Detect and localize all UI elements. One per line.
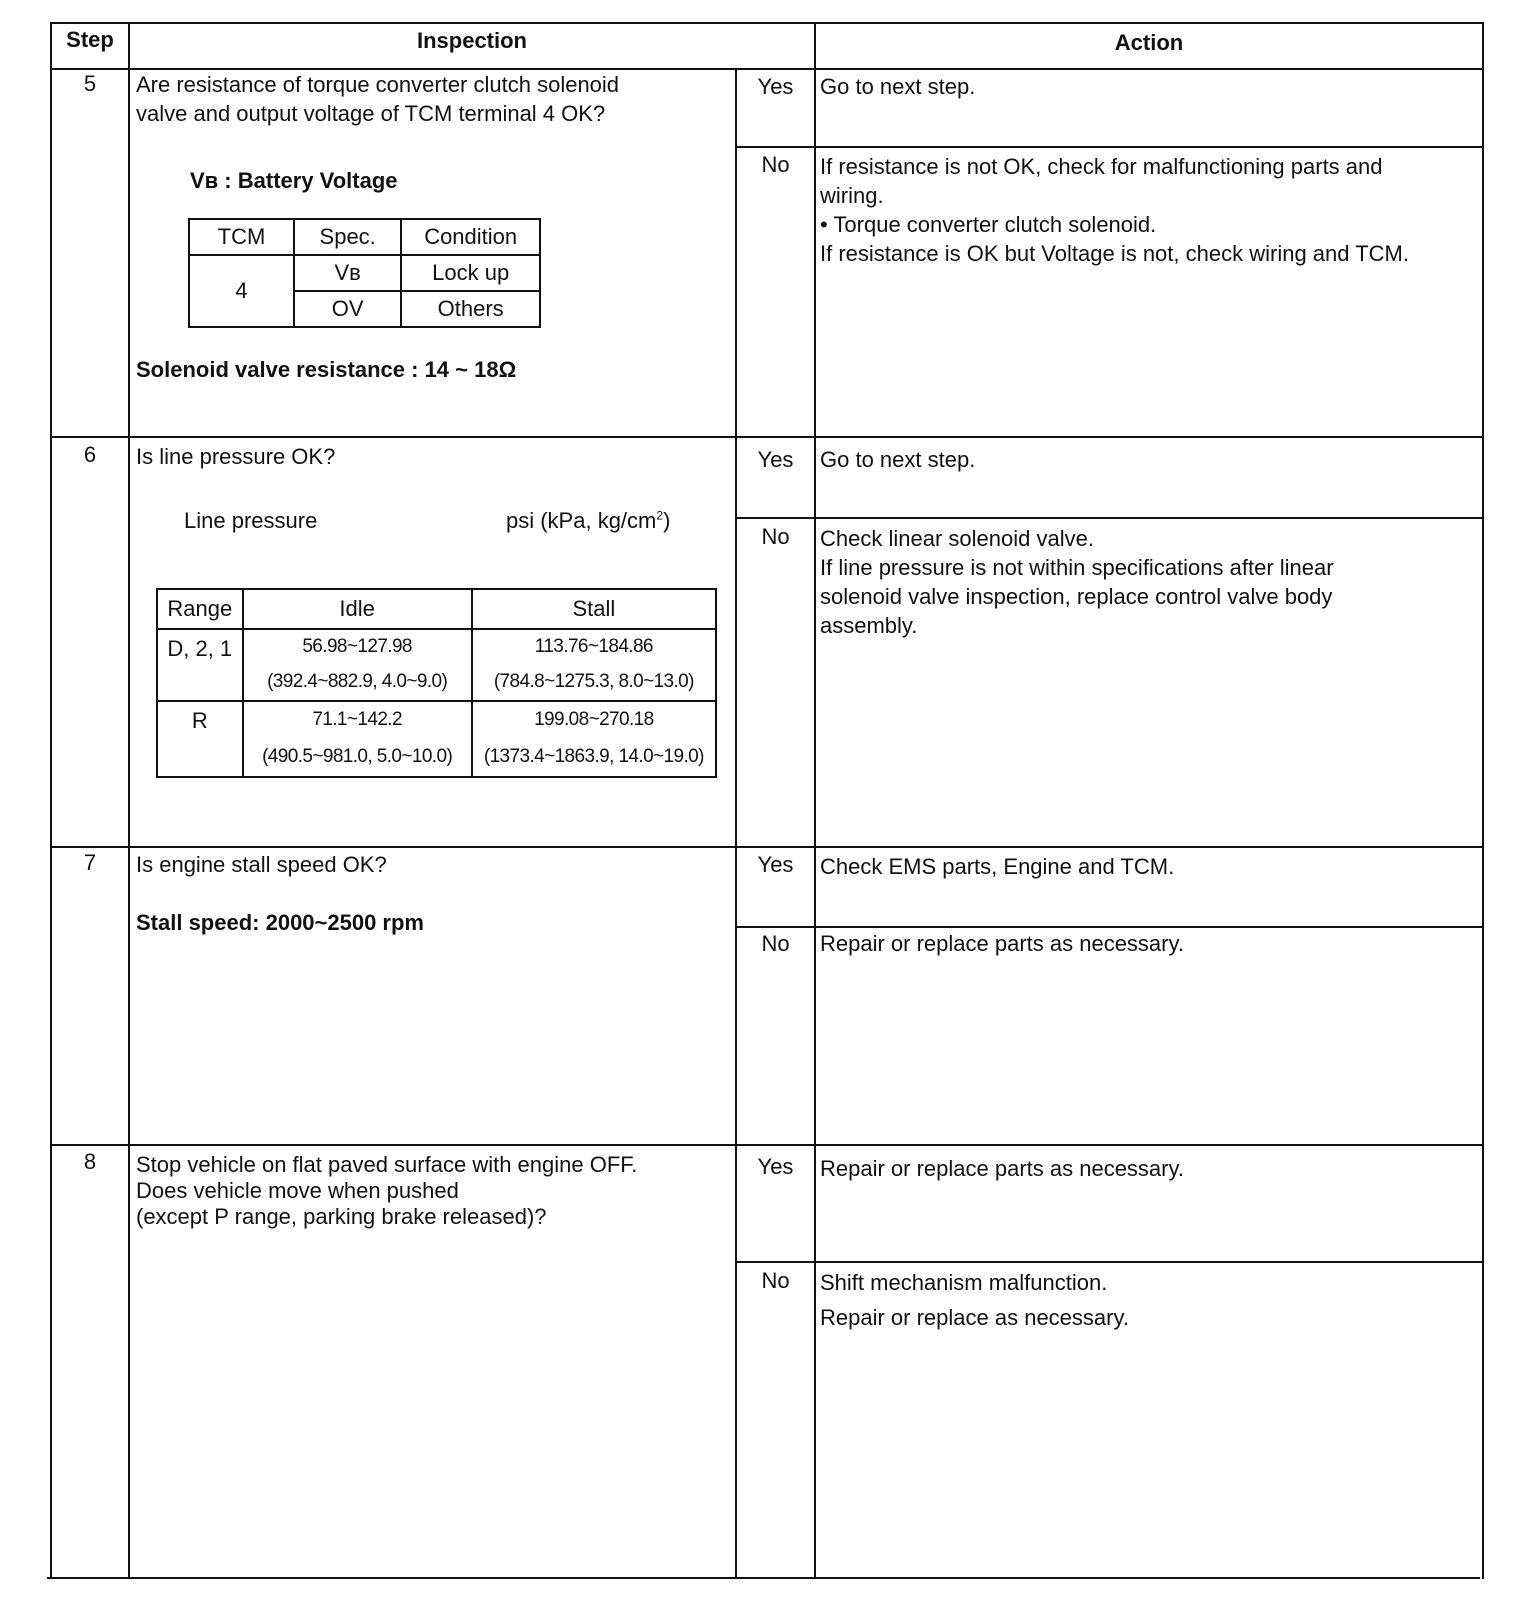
table-border-right [1482,22,1484,1579]
table-cell: Others [401,291,540,327]
stall-metric: (1373.4~1863.9, 14.0~19.0) [483,746,704,767]
row-divider-step6-step7 [50,846,1484,848]
step-question: Is line pressure OK? [136,444,336,469]
table-border-left [50,22,52,1579]
no-label: No [761,1268,790,1293]
no-action-line: If resistance is OK but Voltage is not, check wiring and TCM. [820,241,1409,266]
range-cell: R [157,701,243,777]
column-divider-action [814,22,816,1579]
idle-psi: 71.1~142.2 [312,709,402,730]
step-question: Is engine stall speed OK? [136,852,387,877]
no-action-line: wiring. [820,183,884,208]
yes-no-divider-step6 [735,517,1484,519]
stall-cell [472,629,716,701]
yes-label: Yes [757,447,794,472]
stall-metric: (784.8~1275.3, 8.0~13.0) [493,671,694,692]
idle-metric: (490.5~981.0, 5.0~10.0) [262,746,453,767]
step-question-line: (except P range, parking brake released)? [136,1204,547,1229]
no-label: No [761,152,790,177]
yes-action: Go to next step. [820,74,976,99]
no-label: No [761,931,790,956]
table-cell: OV [294,291,401,327]
line-pressure-label: Line pressure [184,508,318,533]
table-header-cell: TCM [189,219,294,255]
step-question-line: Does vehicle move when pushed [136,1178,459,1203]
line-pressure-table [156,588,717,778]
yes-no-divider-step8 [735,1261,1484,1263]
no-action-line: assembly. [820,613,918,638]
table-border-top [52,22,1484,24]
no-action-line: solenoid valve inspection, replace control valve body [820,584,1333,609]
header-action: Action [1114,30,1184,55]
no-action-line: Check linear solenoid valve. [820,526,1094,551]
column-divider-step [128,22,130,1579]
tcm-terminal-cell: 4 [189,255,294,327]
table-cell: Lock up [401,255,540,291]
solenoid-resistance-spec: Solenoid valve resistance : 14 ~ 18Ω [136,357,517,382]
no-label: No [761,524,790,549]
header-divider [50,68,1484,70]
table-border-bottom [47,1577,1480,1579]
yes-label: Yes [757,74,794,99]
tcm-spec-table [188,218,541,328]
line-pressure-unit: psi (kPa, $kg/cm^2$) [506,508,671,533]
yes-no-divider-step7 [735,926,1484,928]
yes-action: Go to next step. [820,447,976,472]
step-number: 6 [83,442,97,467]
step-question-line: valve and output voltage of TCM terminal 4 OK? [136,101,606,126]
no-action: Repair or replace parts as necessary. [820,931,1184,956]
battery-voltage-note: Vʙ : Battery Voltage [190,168,398,193]
no-action-line: Repair or replace as necessary. [820,1305,1129,1330]
step-number: 8 [83,1149,97,1174]
yes-action: Repair or replace parts as necessary. [820,1156,1184,1181]
column-divider-yesno [735,68,737,1579]
idle-psi: 56.98~127.98 [302,636,412,657]
stall-psi: 113.76~184.86 [534,636,653,657]
table-cell: Vʙ [294,255,401,291]
stall-cell [472,701,716,777]
step-number: 5 [83,71,97,96]
stall-speed-spec: Stall speed: 2000~2500 rpm [136,910,424,935]
idle-metric: (392.4~882.9, 4.0~9.0) [267,671,448,692]
header-step: Step [66,27,114,52]
range-cell: D, 2, 1 [157,629,243,701]
step-question-line: Are resistance of torque converter clutch solenoid [136,72,620,97]
idle-cell [243,701,472,777]
idle-cell [243,629,472,701]
yes-label: Yes [757,1154,794,1179]
step-question-line: Stop vehicle on flat paved surface with engine OFF. [136,1152,638,1177]
table-header-cell: Spec. [294,219,401,255]
yes-action: Check EMS parts, Engine and TCM. [820,854,1175,879]
no-action-line: • Torque converter clutch solenoid. [820,212,1157,237]
header-inspection: Inspection [416,28,527,53]
stall-psi: 199.08~270.18 [534,709,654,730]
row-divider-step7-step8 [50,1144,1484,1146]
table-header-cell: Stall [472,589,716,629]
row-divider-step5-step6 [50,436,1484,438]
no-action-line: If resistance is not OK, check for malfunctioning parts and [820,154,1383,179]
yes-label: Yes [757,852,794,877]
table-header-cell: Range [157,589,243,629]
no-action-line: If line pressure is not within specifications after linear [820,555,1334,580]
step-number: 7 [83,850,97,875]
table-header-cell: Condition [401,219,540,255]
table-header-cell: Idle [243,589,472,629]
no-action-line: Shift mechanism malfunction. [820,1270,1108,1295]
yes-no-divider-step5 [735,146,1484,148]
